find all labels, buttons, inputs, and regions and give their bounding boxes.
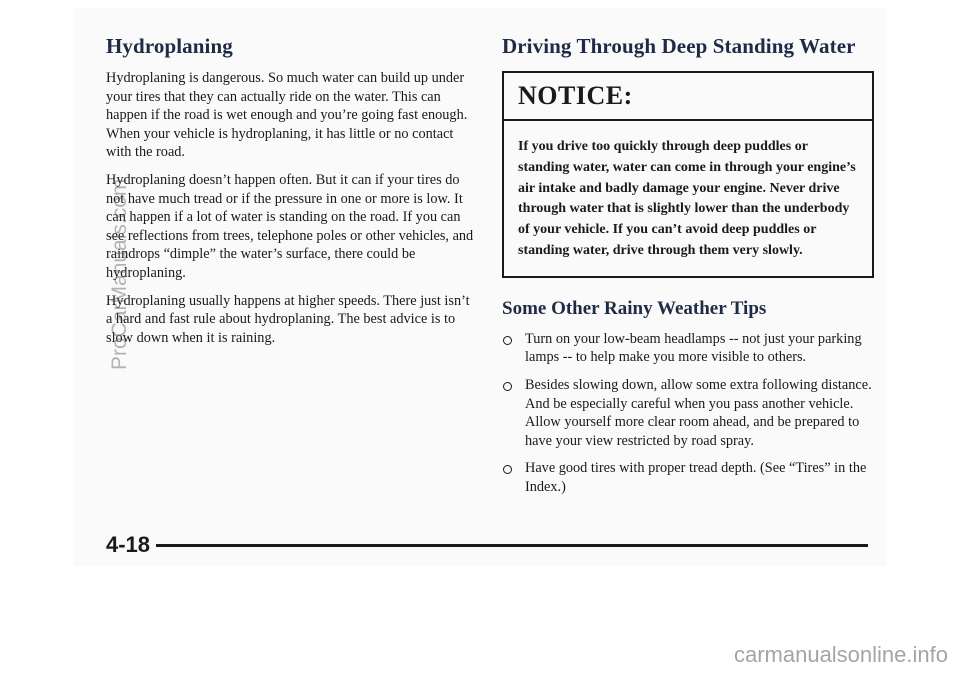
list-item — [502, 459, 874, 496]
notice-box — [502, 71, 874, 278]
bullet-icon — [503, 336, 512, 345]
list-item-text: Have good tires with proper tread depth. (See “Tires” in the Index.) — [525, 460, 867, 495]
paragraph: Hydroplaning doesn’t happen often. But it can if your tires do not have much tread or if the pressure in one or more is low. It can happen if a lot of water is standing on the road. If you can see reflections from trees, telephone poles or other vehicles, and raindrops “dimple” the water’s surface, there could be hydroplaning. — [106, 171, 474, 281]
paragraph: Hydroplaning usually happens at higher speeds. There just isn’t a hard and fast rule about hydroplaning. The best advice is to slow down when it is raining. — [106, 292, 470, 346]
list-item-text: Turn on your low-beam headlamps -- not just your parking lamps -- to help make you more visible to others. — [525, 330, 862, 366]
list-item-text: Besides slowing down, allow some extra following distance. And be especially careful when you pass another vehicle. Allow yourself more clear room ahead, and be prepared to have your view restricted by road spray. — [525, 376, 872, 449]
section-title-deep-water: Driving Through Deep Standing Water — [502, 34, 856, 58]
bullet-icon — [503, 382, 512, 391]
tips-list — [502, 330, 874, 497]
paragraph: Hydroplaning is dangerous. So much water can build up under your tires that they can actually ride on the water. This can happen if the road is wet enough and you’re going fast enough. When your vehicle is hydroplaning, it has little or no contact with the road. — [106, 70, 468, 161]
right-column — [502, 34, 874, 506]
section-title-rainy-tips: Some Other Rainy Weather Tips — [502, 297, 767, 319]
notice-text: If you drive too quickly through deep puddles or standing water, water can come in through your engine’s air intake and badly damage your engine. Never drive through water that is slightly lower than the underbody of your vehicle. If you can’t avoid deep puddles or standing water, drive through them very slowly. — [518, 139, 856, 258]
list-item — [502, 330, 874, 367]
footer-rule — [156, 544, 868, 547]
bullet-icon — [503, 465, 512, 474]
watermark-side: ProCarManuals.com — [108, 178, 131, 370]
list-item — [502, 376, 874, 450]
left-column — [106, 34, 476, 356]
notice-heading: NOTICE: — [504, 73, 872, 121]
page-number: 4-18 — [106, 532, 151, 557]
watermark-bottom: carmanualsonline.info — [733, 642, 948, 667]
page-footer — [106, 532, 868, 558]
section-title-hydroplaning: Hydroplaning — [106, 34, 233, 58]
